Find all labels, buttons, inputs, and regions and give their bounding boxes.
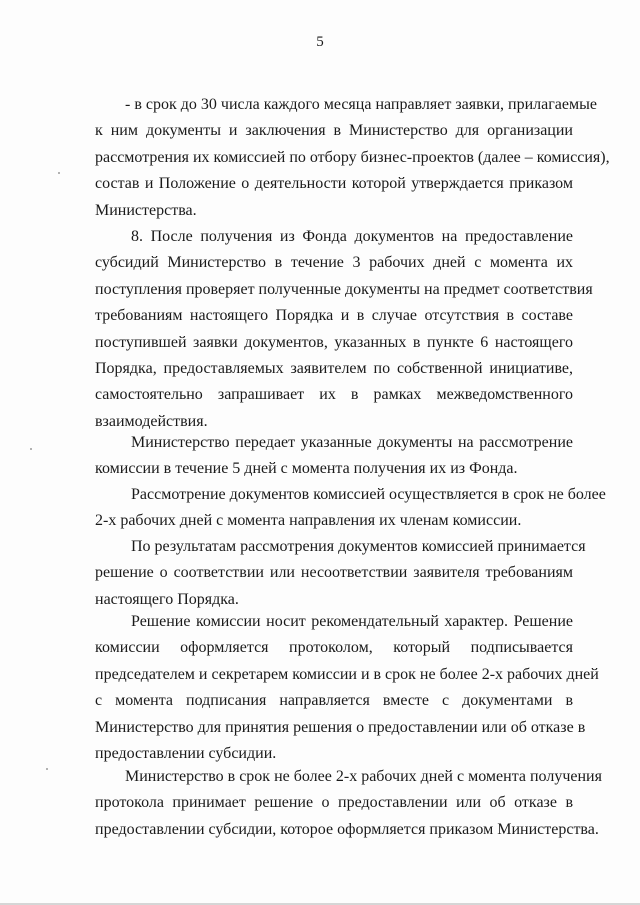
text-line: Министерство передает указанные документы на рассмотрение [131, 434, 573, 451]
text-line: Министерство в срок не более 2-х рабочих дней с момента получения [125, 768, 602, 785]
text-line: с момента подписания направляется вместе с документами в [95, 692, 573, 710]
page-number: 5 [316, 34, 324, 50]
paragraph-item-8 [95, 224, 593, 435]
paragraph-review-term [95, 482, 606, 535]
text-line: предоставлении субсидии. [95, 745, 277, 763]
scan-speck [30, 448, 32, 450]
text-line: комиссии в течение 5 дней с момента получения их из Фонда. [95, 460, 518, 478]
text-line: самостоятельно запрашивает их в рамках межведомственного [95, 386, 573, 404]
text-line: субсидий Министерство в течение 3 рабочих дней с момента их [95, 254, 573, 272]
text-line: комиссии оформляется протоколом, который подписывается [95, 639, 573, 657]
text-line: к ним документы и заключения в Министерство для организации [95, 122, 573, 140]
paragraph-commission-decision [95, 609, 599, 767]
text-line: взаимодействия. [95, 412, 208, 430]
text-line: состав и Положение о деятельности которой утверждается приказом [95, 175, 573, 193]
text-line: предоставлении субсидии, которое оформляется приказом Министерства. [95, 820, 599, 838]
text-line: Министерство для принятия решения о предоставлении или об отказе в [95, 718, 586, 736]
paragraph-submission-deadline [95, 92, 610, 224]
text-line: требованиям настоящего Порядка и в случае отсутствия в составе [95, 307, 573, 325]
text-line: Рассмотрение документов комиссией осуществляется в срок не более [131, 486, 606, 503]
text-line: поступления проверяет полученные документы на предмет соответствия [95, 280, 593, 298]
scan-speck [46, 768, 48, 770]
paragraph-review-results [95, 534, 586, 613]
text-line: 8. После получения из Фонда документов на предоставление [131, 228, 573, 245]
text-line: По результатам рассмотрения документов комиссией принимается [131, 538, 586, 555]
text-line: протокола принимает решение о предоставлении или об отказе в [95, 794, 573, 812]
text-line: - в срок до 30 числа каждого месяца направляет заявки, прилагаемые [125, 96, 597, 113]
text-line: рассмотрения их комиссией по отбору бизнес-проектов (далее – комиссия), [95, 148, 610, 166]
paragraph-ministry-transfer [95, 430, 573, 483]
text-line: Решение комиссии носит рекомендательный характер. Решение [131, 613, 573, 630]
text-line: 2-х рабочих дней с момента направления их членам комиссии. [95, 512, 522, 530]
scan-speck [58, 172, 60, 174]
text-line: Порядка, предоставляемых заявителем по собственной инициативе, [95, 360, 573, 378]
paragraph-ministry-decision [95, 764, 602, 843]
text-line: решение о соответствии или несоответствии заявителя требованиям [95, 564, 573, 582]
text-line: настоящего Порядка. [95, 590, 239, 608]
text-line: поступившей заявки документов, указанных в пункте 6 настоящего [95, 333, 573, 351]
text-line: Министерства. [95, 201, 197, 219]
text-line: председателем и секретарем комиссии и в срок не более 2-х рабочих дней [95, 665, 599, 683]
